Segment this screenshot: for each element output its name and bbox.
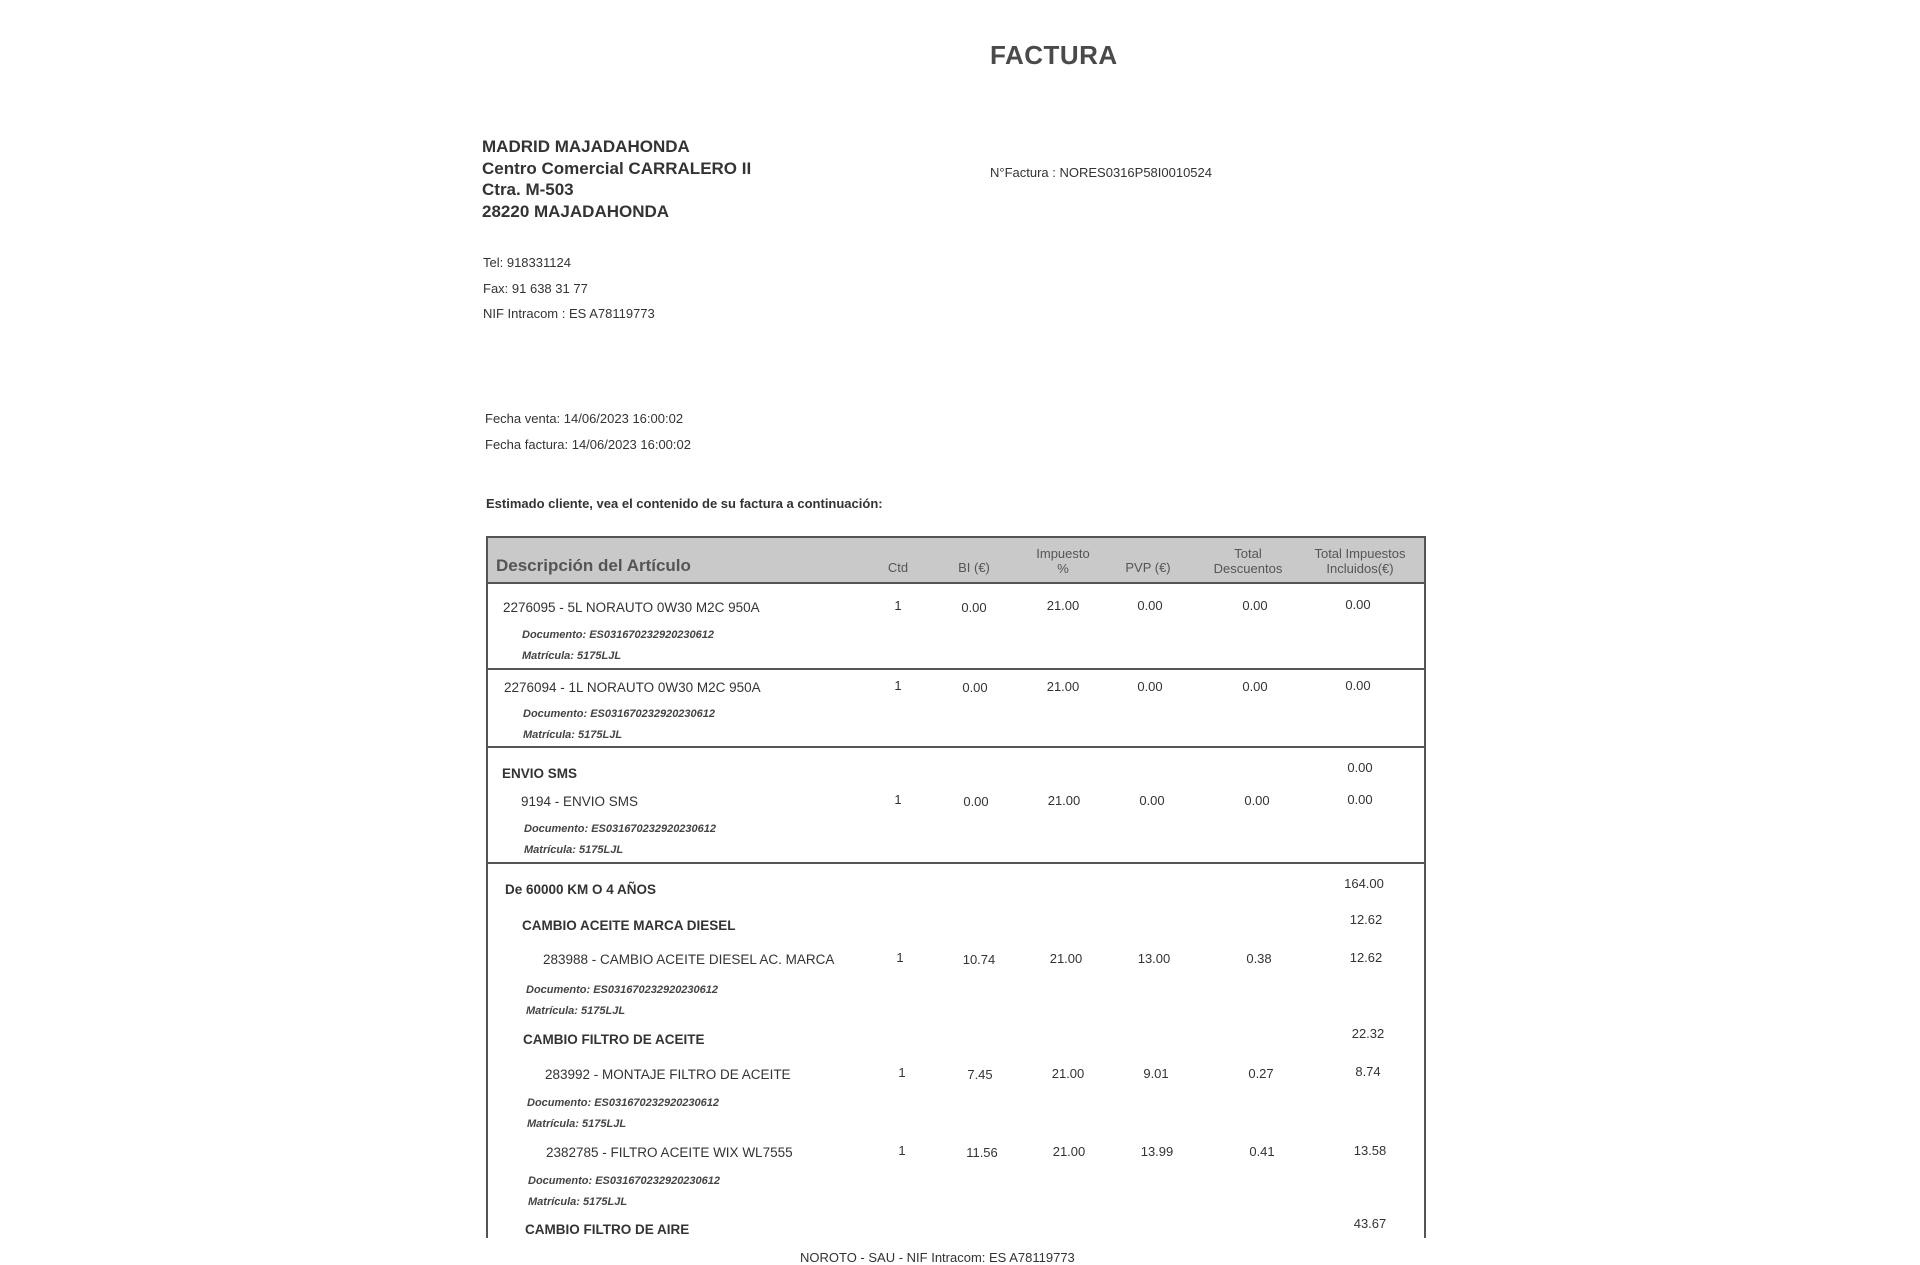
header-discounts-line: Total (1234, 546, 1262, 561)
item-description: 283988 - CAMBIO ACEITE DIESEL AC. MARCA (543, 952, 835, 967)
header-quantity: Ctd (887, 560, 909, 575)
telephone: Tel: 918331124 (483, 255, 571, 270)
item-base: 10.74 (962, 952, 996, 967)
item-discount: 0.00 (1244, 793, 1270, 808)
store-address-line: Ctra. M-503 (482, 180, 574, 199)
group-total: 43.67 (1353, 1216, 1387, 1231)
header-tax-line: Impuesto (1036, 546, 1090, 561)
store-address-line: MADRID MAJADAHONDA (482, 137, 690, 156)
item-tax: 21.00 (1051, 1066, 1085, 1081)
row-divider (488, 668, 1424, 670)
page-title: FACTURA (990, 40, 1118, 70)
store-address (482, 136, 751, 222)
item-total: 0.00 (1345, 597, 1371, 612)
contact-info (483, 250, 655, 327)
item-description: 9194 - ENVIO SMS (521, 794, 639, 809)
invoice-number: N°Factura : NORES0316P58I0010524 (990, 165, 1212, 180)
item-tax: 21.00 (1047, 793, 1081, 808)
header-total-line: Total Impuestos (1314, 546, 1406, 561)
item-quantity: 1 (898, 1143, 906, 1158)
header-discounts-line: Descuentos (1213, 561, 1283, 576)
item-tax: 21.00 (1046, 598, 1080, 613)
item-base: 0.00 (962, 680, 988, 695)
item-base: 0.00 (961, 600, 987, 615)
item-document: Documento: ES031670232920230612 (524, 823, 717, 835)
invoice-dates (485, 406, 691, 457)
item-description: 2382785 - FILTRO ACEITE WIX WL7555 (546, 1145, 793, 1160)
greeting-text: Estimado cliente, vea el contenido de su factura a continuación: (486, 496, 883, 511)
item-tax: 21.00 (1052, 1144, 1086, 1159)
item-pvp: 0.00 (1137, 598, 1163, 613)
item-pvp: 13.00 (1137, 951, 1171, 966)
item-total: 0.00 (1347, 792, 1373, 807)
item-total: 8.74 (1355, 1064, 1381, 1079)
item-discount: 0.38 (1246, 951, 1272, 966)
header-description: Descripción del Artículo (496, 556, 691, 575)
item-discount: 0.00 (1242, 598, 1268, 613)
item-plate: Matrícula: 5175LJL (526, 1005, 626, 1017)
item-base: 7.45 (967, 1067, 993, 1082)
item-description: 283992 - MONTAJE FILTRO DE ACEITE (545, 1067, 791, 1082)
header-tax-line: % (1057, 561, 1069, 576)
item-quantity: 1 (894, 792, 902, 807)
item-quantity: 1 (896, 950, 904, 965)
header-tax (1018, 546, 1108, 576)
item-document: Documento: ES031670232920230612 (523, 708, 716, 720)
group-label: De 60000 KM O 4 AÑOS (505, 882, 657, 897)
store-address-line: 28220 MAJADAHONDA (482, 201, 670, 221)
fax: Fax: 91 638 31 77 (483, 280, 588, 296)
group-total: 12.62 (1349, 912, 1383, 927)
item-quantity: 1 (894, 598, 902, 613)
invoice-date: Fecha factura: 14/06/2023 16:00:02 (485, 436, 691, 452)
header-base: BI (€) (958, 560, 990, 575)
item-document: Documento: ES031670232920230612 (522, 629, 715, 641)
item-pvp: 0.00 (1139, 793, 1165, 808)
group-label: CAMBIO ACEITE MARCA DIESEL (522, 918, 736, 933)
item-plate: Matrícula: 5175LJL (522, 650, 622, 662)
header-pvp: PVP (€) (1125, 560, 1171, 575)
item-description: 2276095 - 5L NORAUTO 0W30 M2C 950A (503, 600, 760, 615)
group-label: ENVIO SMS (502, 766, 578, 781)
item-discount: 0.41 (1249, 1144, 1275, 1159)
item-pvp: 0.00 (1137, 679, 1163, 694)
item-total: 12.62 (1349, 950, 1383, 965)
store-address-line: Centro Comercial CARRALERO II (482, 158, 752, 178)
item-document: Documento: ES031670232920230612 (526, 984, 719, 996)
row-divider (488, 862, 1424, 864)
group-total: 22.32 (1351, 1026, 1385, 1041)
header-total (1300, 546, 1420, 576)
header-total-line: Incluidos(€) (1326, 561, 1394, 576)
item-plate: Matrícula: 5175LJL (528, 1196, 628, 1208)
row-divider (488, 746, 1424, 748)
group-total: 0.00 (1347, 760, 1373, 775)
item-plate: Matrícula: 5175LJL (523, 729, 623, 741)
invoice-table (486, 536, 1426, 1238)
item-base: 11.56 (966, 1145, 998, 1160)
nif-intracom: NIF Intracom : ES A78119773 (483, 306, 655, 321)
header-discounts (1198, 546, 1298, 576)
item-discount: 0.27 (1248, 1066, 1274, 1081)
item-document: Documento: ES031670232920230612 (527, 1097, 720, 1109)
group-label: CAMBIO FILTRO DE AIRE (525, 1222, 690, 1237)
item-description: 2276094 - 1L NORAUTO 0W30 M2C 950A (504, 680, 761, 695)
item-tax: 21.00 (1049, 951, 1083, 966)
item-quantity: 1 (894, 678, 902, 693)
item-document: Documento: ES031670232920230612 (528, 1175, 721, 1187)
item-pvp: 9.01 (1143, 1066, 1169, 1081)
item-base: 0.00 (963, 794, 989, 809)
group-total: 164.00 (1344, 876, 1384, 891)
item-discount: 0.00 (1242, 679, 1268, 694)
item-total: 13.58 (1353, 1143, 1387, 1158)
group-label: CAMBIO FILTRO DE ACEITE (523, 1032, 705, 1047)
item-pvp: 13.99 (1140, 1144, 1174, 1159)
item-total: 0.00 (1345, 678, 1371, 693)
item-plate: Matrícula: 5175LJL (527, 1118, 627, 1130)
table-header (488, 538, 1424, 584)
item-tax: 21.00 (1046, 679, 1080, 694)
item-plate: Matrícula: 5175LJL (524, 844, 624, 856)
sale-date: Fecha venta: 14/06/2023 16:00:02 (485, 411, 684, 426)
page-footer: NOROTO - SAU - NIF Intracom: ES A78119773 (800, 1250, 1075, 1265)
item-quantity: 1 (898, 1065, 906, 1080)
